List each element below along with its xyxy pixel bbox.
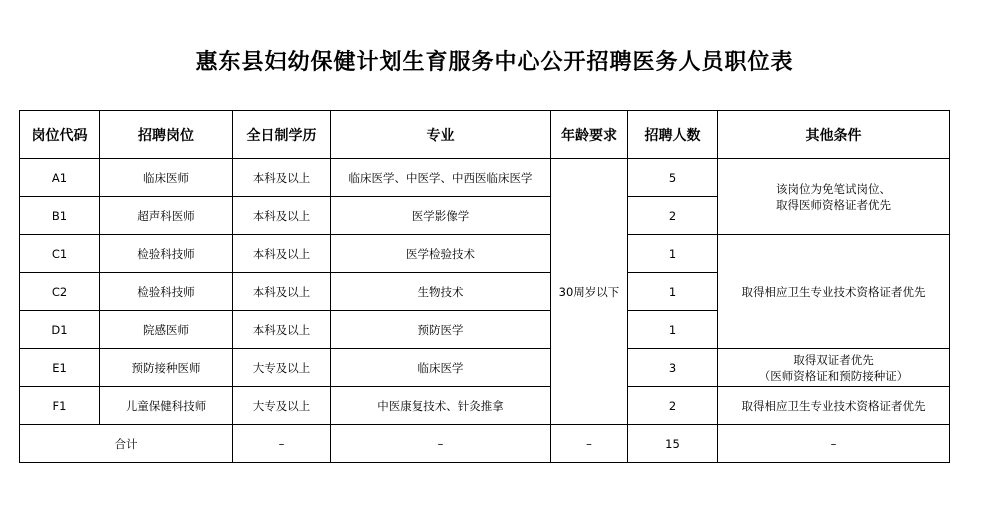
cell-major: 生物技术 bbox=[331, 273, 551, 311]
cell-code: A1 bbox=[20, 159, 100, 197]
cell-education: 本科及以上 bbox=[233, 235, 331, 273]
table-row bbox=[20, 159, 950, 197]
cell-total-education: – bbox=[233, 425, 331, 463]
cell-post: 院感医师 bbox=[100, 311, 233, 349]
cell-education: 本科及以上 bbox=[233, 311, 331, 349]
cell-count: 1 bbox=[628, 311, 718, 349]
cell-count: 3 bbox=[628, 349, 718, 387]
cell-code: C1 bbox=[20, 235, 100, 273]
cell-conditions-ab bbox=[718, 159, 950, 235]
cell-count: 1 bbox=[628, 235, 718, 273]
header-code: 岗位代码 bbox=[20, 111, 100, 159]
table-row bbox=[20, 349, 950, 387]
cell-post: 超声科医师 bbox=[100, 197, 233, 235]
table-row bbox=[20, 387, 950, 425]
positions-table bbox=[19, 110, 950, 463]
cell-education: 本科及以上 bbox=[233, 273, 331, 311]
cell-age-merged: 30周岁以下 bbox=[551, 159, 628, 425]
cell-major: 中医康复技术、针灸推拿 bbox=[331, 387, 551, 425]
header-age: 年龄要求 bbox=[551, 111, 628, 159]
cell-post: 儿童保健科技师 bbox=[100, 387, 233, 425]
cell-major: 医学影像学 bbox=[331, 197, 551, 235]
cell-conditions-e bbox=[718, 349, 950, 387]
cell-count: 1 bbox=[628, 273, 718, 311]
cell-major: 临床医学、中医学、中西医临床医学 bbox=[331, 159, 551, 197]
cell-total-major: – bbox=[331, 425, 551, 463]
condition-line: （医师资格证和预防接种证） bbox=[758, 368, 909, 383]
cell-code: B1 bbox=[20, 197, 100, 235]
header-education: 全日制学历 bbox=[233, 111, 331, 159]
cell-education: 本科及以上 bbox=[233, 159, 331, 197]
cell-major: 临床医学 bbox=[331, 349, 551, 387]
cell-total-other: – bbox=[718, 425, 950, 463]
cell-code: D1 bbox=[20, 311, 100, 349]
cell-code: E1 bbox=[20, 349, 100, 387]
cell-count: 5 bbox=[628, 159, 718, 197]
cell-education: 大专及以上 bbox=[233, 349, 331, 387]
header-major: 专业 bbox=[331, 111, 551, 159]
cell-total-label: 合计 bbox=[20, 425, 233, 463]
cell-count: 2 bbox=[628, 197, 718, 235]
cell-post: 检验科技师 bbox=[100, 235, 233, 273]
cell-total-count: 15 bbox=[628, 425, 718, 463]
cell-conditions-f: 取得相应卫生专业技术资格证者优先 bbox=[718, 387, 950, 425]
header-other: 其他条件 bbox=[718, 111, 950, 159]
condition-line: 该岗位为免笔试岗位、 bbox=[776, 181, 891, 196]
cell-major: 医学检验技术 bbox=[331, 235, 551, 273]
cell-education: 大专及以上 bbox=[233, 387, 331, 425]
table-total-row bbox=[20, 425, 950, 463]
header-post: 招聘岗位 bbox=[100, 111, 233, 159]
cell-code: F1 bbox=[20, 387, 100, 425]
table-row bbox=[20, 235, 950, 273]
cell-major: 预防医学 bbox=[331, 311, 551, 349]
page-title: 惠东县妇幼保健计划生育服务中心公开招聘医务人员职位表 bbox=[195, 49, 794, 75]
cell-education: 本科及以上 bbox=[233, 197, 331, 235]
cell-post: 预防接种医师 bbox=[100, 349, 233, 387]
cell-code: C2 bbox=[20, 273, 100, 311]
condition-line: 取得双证者优先 bbox=[793, 352, 874, 367]
cell-total-age: – bbox=[551, 425, 628, 463]
condition-line: 取得医师资格证者优先 bbox=[776, 197, 891, 212]
header-count: 招聘人数 bbox=[628, 111, 718, 159]
cell-count: 2 bbox=[628, 387, 718, 425]
table-header-row bbox=[20, 111, 950, 159]
cell-post: 检验科技师 bbox=[100, 273, 233, 311]
cell-post: 临床医师 bbox=[100, 159, 233, 197]
cell-conditions-cd: 取得相应卫生专业技术资格证者优先 bbox=[718, 235, 950, 349]
